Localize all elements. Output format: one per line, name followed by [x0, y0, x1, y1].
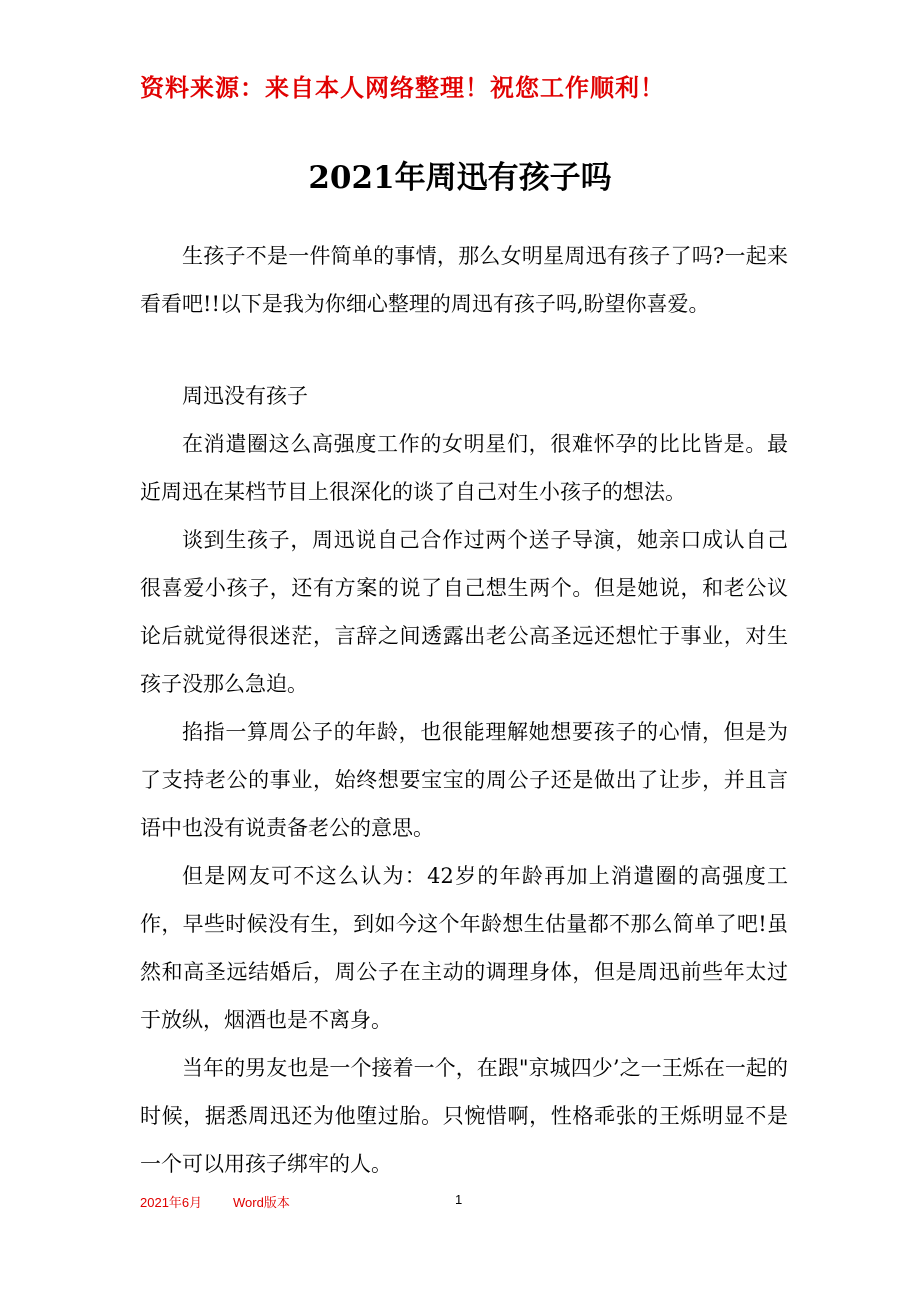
footer-version: Word版本 [233, 1195, 290, 1210]
page-footer [140, 1192, 788, 1212]
paragraph-2: 谈到生孩子，周迅说自己合作过两个送子导演，她亲口成认自己很喜爱小孩子，还有方案的说了自己想生两个。但是她说，和老公议论后就觉得很迷茫，言辞之间透露出老公高圣远还想忙于事业，对生孩子没那么急迫。 [140, 528, 788, 696]
section-heading: 周迅没有孩子 [182, 384, 308, 408]
paragraph-1: 在消遣圈这么高强度工作的女明星们，很难怀孕的比比皆是。最近周迅在某档节目上很深化的谈了自己对生小孩子的想法。 [140, 432, 788, 504]
intro-block [140, 232, 788, 328]
source-banner: 资料来源：来自本人网络整理！祝您工作顺利！ [140, 73, 665, 102]
footer-date: 2021年6月 [140, 1195, 203, 1210]
document-title: 2021年周迅有孩子吗 [308, 160, 612, 196]
page-number: 1 [455, 1192, 463, 1207]
intro-paragraph: 生孩子不是一件简单的事情，那么女明星周迅有孩子了吗?一起来看看吧!!以下是我为你细心整理的周迅有孩子吗,盼望你喜爱。 [140, 244, 788, 316]
paragraph-5: 当年的男友也是一个接着一个，在跟"京城四少’之一王烁在一起的时候，据悉周迅还为他堕过胎。只惋惜啊，性格乖张的王烁明显不是一个可以用孩子绑牢的人。 [140, 1056, 788, 1176]
paragraph-4: 但是网友可不这么认为：42岁的年龄再加上消遣圈的高强度工作，早些时候没有生，到如今这个年龄想生估量都不那么简单了吧!虽然和高圣远结婚后，周公子在主动的调理身体，但是周迅前些年太过于放纵，烟酒也是不离身。 [140, 864, 788, 1032]
paragraph-3: 掐指一算周公子的年龄，也很能理解她想要孩子的心情，但是为了支持老公的事业，始终想要宝宝的周公子还是做出了让步，并且言语中也没有说责备老公的意思。 [140, 720, 788, 840]
body-text [140, 420, 788, 1188]
